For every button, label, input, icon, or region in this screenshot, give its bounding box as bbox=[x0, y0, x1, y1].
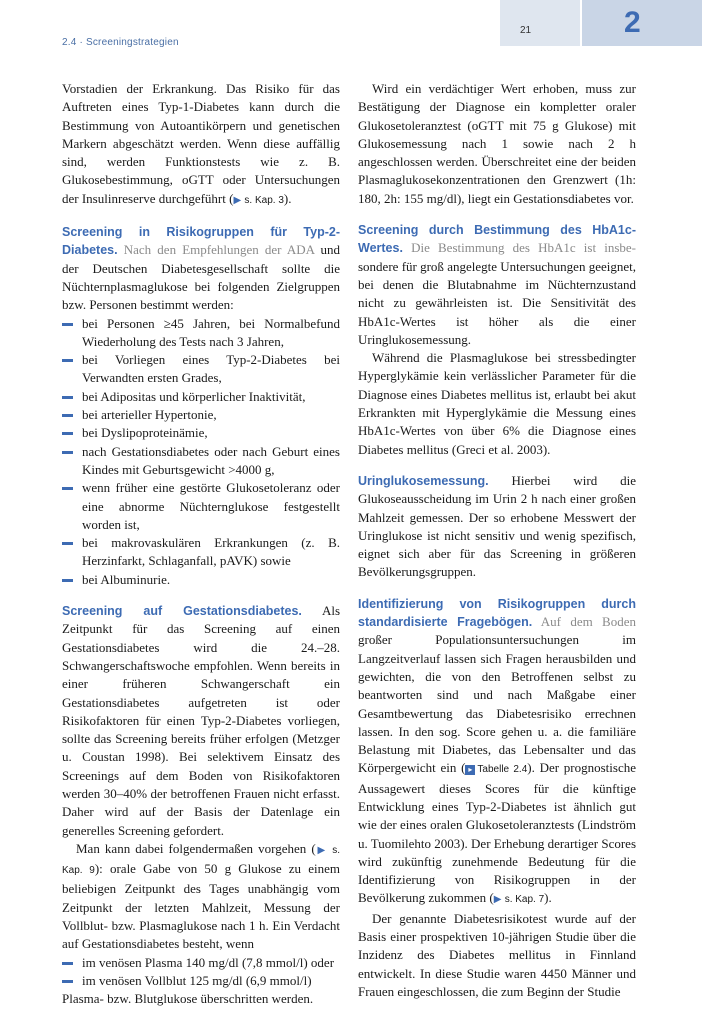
gestational-criteria-list bbox=[62, 954, 340, 991]
section-urine-glucose: Uringlukosemessung. Hierbei wird die Glukoseausscheidung im Urin 2 h nach einer großen Mahlzeit gemessen. Der so erhobene Messwert der Uringlukose ist nicht sensitiv und wenig spezifisch, eignet sich aber für das Screening in größeren Bevölkerungsgruppen. bbox=[358, 472, 636, 580]
bullet-dash-icon bbox=[62, 542, 73, 545]
chapter-number: 2 bbox=[624, 6, 641, 39]
bullet-dash-icon bbox=[62, 414, 73, 417]
cross-reference-arrow-icon: ▶ bbox=[233, 194, 242, 206]
intro-paragraph: Vorstadien der Erkrankung. Das Risiko für das Auftreten eines Typ-1-Diabetes kann durch die Bestimmung von Autoantikörpern und genetischen Markern abgeschätzt werden. Wenn diese auffällig sind, werden Funktionstests wie z. B. Glukosebestimmung, oGTT oder Untersuchungen der Insulinreserve durchgeführt (▶ s. Kap. 3). bbox=[62, 81, 340, 206]
list-item: bei Albuminurie. bbox=[62, 571, 340, 589]
page-number-tab bbox=[500, 0, 580, 46]
bullet-dash-icon bbox=[62, 451, 73, 454]
list-item: bei Adipositas und körperlicher Inaktivität, bbox=[62, 388, 340, 406]
bullet-dash-icon bbox=[62, 980, 73, 983]
bullet-dash-icon bbox=[62, 396, 73, 399]
section-heading: Screening durch Bestimmung des HbA1c-Wertes. bbox=[358, 223, 636, 256]
list-item: im venösen Vollblut 125 mg/dl (6,9 mmol/l) bbox=[62, 972, 340, 990]
bullet-dash-icon bbox=[62, 323, 73, 326]
bullet-dash-icon bbox=[62, 432, 73, 435]
list-item: bei arterieller Hypertonie, bbox=[62, 406, 340, 424]
chapter-tab bbox=[582, 0, 702, 46]
section-heading: Identifizierung von Risikogruppen durch standardisierte Fragebögen. bbox=[358, 596, 636, 630]
section-heading: Uringlukosemessung. bbox=[358, 473, 489, 488]
risk-group-list bbox=[62, 315, 340, 589]
chapter-reference[interactable]: s. Kap. 9 bbox=[62, 844, 340, 877]
bullet-dash-icon bbox=[62, 487, 73, 490]
section-hba1c: Screening durch Bestimmung des HbA1c-Wertes. Die Bestimmung des HbA1c ist insbe- sondere für groß angelegte Untersuchungen geeignet, bei denen die Blutabnahme im Nüchternzustand nicht zu gewährleisten ist. Die Sensitivität des HbA1c-Wertes ist höher als die einer Uringlukosemessung. Während die Plasmaglukose bei stressbedingter Hyperglykämie kein verlässlicher Parameter für die Diagnose eines Diabetes mellitus ist, erlaubt bei akut Erkrankten mit Hyperglykämie die Messung eines HbA1c-Wertes von über 6% die Diagnose eines Diabetes mellitus (Greci et al. 2003). bbox=[358, 223, 636, 457]
list-item: nach Gestationsdiabetes oder nach Geburt eines Kindes mit Geburtsgewicht >4000 g, bbox=[62, 443, 340, 480]
intro-paragraph: Wird ein verdächtiger Wert erhoben, muss zur Bestätigung der Diagnose ein kompletter oraler Glukosetoleranztest (oGTT mit 75 g Glukose) mit Glukosemessung nach 1 sowie nach 2 h angeschlossen werden. Überschreitet eine der beiden Plasmaglukosekonzentrationen den Grenzwert (1h: 180, 2h: 155 mg/dl), liegt ein Gestationsdiabetes vor. bbox=[358, 81, 636, 206]
section-heading: Screening auf Gestationsdiabetes. bbox=[62, 604, 302, 619]
list-item: im venösen Plasma 140 mg/dl (7,8 mmol/l) oder bbox=[62, 954, 340, 972]
running-header: 2.4 · Screeningstrategien bbox=[62, 37, 179, 48]
page-number: 21 bbox=[520, 25, 532, 36]
list-item: bei Personen ≥45 Jahren, bei Normalbefund Wiederholung des Tests nach 3 Jahren, bbox=[62, 315, 340, 352]
chapter-reference[interactable]: s. Kap. 3 bbox=[244, 194, 284, 206]
cross-reference-arrow-icon: ▶ bbox=[315, 844, 328, 856]
bullet-dash-icon bbox=[62, 579, 73, 582]
list-item: bei makrovaskulären Erkrankungen (z. B. Herzinfarkt, Schlaganfall, pAVK) sowie bbox=[62, 534, 340, 571]
section-gestational: Screening auf Gestationsdiabetes. Als Zeitpunkt für das Screening auf einen Gestationsdiabetes wird die 24.–28. Schwangerschaftswoche empfohlen. Wenn bereits in einer früheren Schwangerschaft ein Gestationsdiabetes aufgetreten ist oder Risikofaktoren für einen Typ-2-Diabetes vorliegen, sollte das Screening bereits früher erfolgen (Metzger u. Coustan 1998). Bei selektivem Einsatz des Screenings auf dem Boden von Risikofaktoren werden 30–40% der betroffenen Frauen nicht erfasst. Daher wird auf der Basis der Datenlage ein generelles Screening gefordert. Man kann dabei folgendermaßen vorgehen (▶ s. Kap. 9): orale Gabe von 50 g Glukose zu einem beliebigen Zeitpunkt des Tages unabhängig vom Zeitpunkt der letzten Mahlzeit, Messung der Vollblut- bzw. Plasmaglukose nach 1 h. Ein Verdacht auf Gestationsdiabetes besteht, wenn im venösen Plasma 140 mg/dl (7,8 mmol/l) oder im venösen Vollblut 125 mg/dl (6,9 mmol/l) Plasma- bzw. Blutglukose überschritten werden. bbox=[62, 603, 340, 1007]
section-risk-groups: Screening in Risikogruppen für Typ-2-Diabetes. Nach den Empfehlungen der ADA und der Deutschen Diabetesgesellschaft sollte die Nüchternplasmaglukose bei folgenden Zielgruppen bzw. Personen bestimmt werden: bei Personen ≥45 Jahren, bei Normalbefund Wiederholung des Tests nach 3 Jahren, bei Vorliegen eines Typ-2-Diabetes bei Verwandten ersten Grades, bei Adipositas und körperlicher Inaktivität, bei arterieller Hypertonie, bei Dyslipoproteinämie, nach Gestationsdiabetes oder nach Geburt eines Kindes mit Geburtsgewicht >4000 g, wenn früher eine gestörte Glukosetoleranz oder eine abnorme Nüchternglukose festgestellt worden ist, bei makrovaskulären Erkrankungen (z. B. Herzinfarkt, Schlaganfall, pAVK) sowie bei Albuminurie. bbox=[62, 223, 340, 589]
right-column bbox=[358, 80, 636, 1001]
bullet-dash-icon bbox=[62, 359, 73, 362]
section-questionnaires: Identifizierung von Risikogruppen durch standardisierte Fragebögen. Auf dem Boden großer Populationsuntersuchungen im Langzeitverlauf lassen sich Fragen herausbilden und gewichten, die von den Betroffenen selbst zu beantworten sind und nach Maßgabe einer Gesamtbewertung das Diabetesrisiko errechnen lassen. In den sog. Score gehen u. a. die familiäre Belastung mit Diabetes, das Lebensalter und das Körpergewicht ein ( ▸ Tabelle 2.4). Der prognostische Aussagewert dieses Scores für die künftige Entwicklung eines Typ-2-Diabetes ist ähnlich gut wie der eines oralen Glukosetoleranztests (Lindström u. Tuomilehto 2003). Der Erhebung derartiger Scores wird zukünftig zunehmende Bedeutung für die Identifizierung von Risikogruppen in der Bevölkerung zukommen (▶ s. Kap. 7). Der genannte Diabetesrisikotest wurde auf der Basis einer prospektiven 10-jährigen Studie über die Inzidenz des Diabetes mellitus in Finnland entwickelt. In diese Studie waren 4450 Männer und Frauen eingeschlossen, die zum Beginn der Studie bbox=[358, 596, 637, 999]
table-reference[interactable]: Tabelle 2.4 bbox=[477, 764, 528, 776]
table-reference-icon: ▸ bbox=[465, 765, 475, 775]
left-column bbox=[62, 80, 340, 1009]
cross-reference-arrow-icon: ▶ bbox=[493, 894, 502, 906]
list-item: wenn früher eine gestörte Glukosetoleranz oder eine abnorme Nüchternglukose festgestellt worden ist, bbox=[62, 479, 340, 534]
bullet-dash-icon bbox=[62, 962, 73, 965]
list-item: bei Dyslipoproteinämie, bbox=[62, 424, 340, 442]
list-item: bei Vorliegen eines Typ-2-Diabetes bei Verwandten ersten Grades, bbox=[62, 351, 340, 388]
chapter-reference[interactable]: s. Kap. 7 bbox=[504, 894, 545, 906]
section-heading: Screening in Risikogruppen für Typ-2-Diabetes. bbox=[62, 225, 340, 258]
